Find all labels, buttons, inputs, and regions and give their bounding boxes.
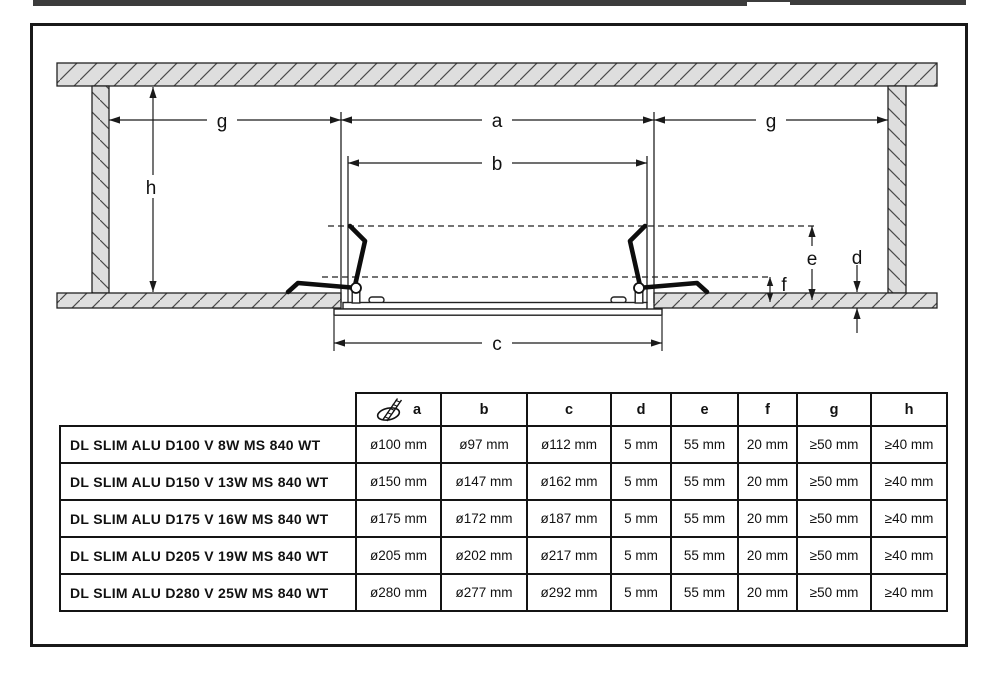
spring-clip-left <box>288 226 365 303</box>
product-name: DL SLIM ALU D175 V 16W MS 840 WT <box>60 500 356 537</box>
dimension-value: ≥40 mm <box>871 500 947 537</box>
product-name: DL SLIM ALU D150 V 13W MS 840 WT <box>60 463 356 500</box>
spring-clip-right <box>630 226 707 303</box>
dim-label-d: d <box>851 248 863 269</box>
dimension-value: ø175 mm <box>356 500 441 537</box>
dimension-value: 20 mm <box>738 426 797 463</box>
dimension-value: 5 mm <box>611 426 671 463</box>
dimension-value: ≥40 mm <box>871 574 947 611</box>
table-row <box>60 500 947 537</box>
dimension-value: 5 mm <box>611 574 671 611</box>
dimension-value: ≥50 mm <box>797 463 871 500</box>
dimension-value: ø147 mm <box>441 463 527 500</box>
dimension-value: 20 mm <box>738 463 797 500</box>
table-body <box>60 426 947 611</box>
dim-label-g-right: g <box>765 111 777 133</box>
product-name: DL SLIM ALU D100 V 8W MS 840 WT <box>60 426 356 463</box>
table-header-row <box>60 393 947 426</box>
column-header-b: b <box>441 393 527 426</box>
column-header-h: h <box>871 393 947 426</box>
dim-label-f: f <box>781 275 787 296</box>
dimension-value: 55 mm <box>671 574 738 611</box>
table-row <box>60 463 947 500</box>
dim-label-b: b <box>491 154 503 175</box>
table-row <box>60 574 947 611</box>
dim-label-e: e <box>806 249 818 270</box>
dimension-value: ≥50 mm <box>797 500 871 537</box>
dimension-value: 5 mm <box>611 500 671 537</box>
column-header-c: c <box>527 393 611 426</box>
dimension-value: ≥50 mm <box>797 574 871 611</box>
header-spacer <box>60 393 356 426</box>
dimension-value: ≥50 mm <box>797 426 871 463</box>
dimension-value: 5 mm <box>611 537 671 574</box>
dimension-value: 20 mm <box>738 537 797 574</box>
table-row <box>60 426 947 463</box>
dim-label-a: a <box>491 111 503 132</box>
dimension-value: 55 mm <box>671 537 738 574</box>
dim-label-h: h <box>145 178 157 199</box>
dimension-value: 55 mm <box>671 463 738 500</box>
dimension-value: ø292 mm <box>527 574 611 611</box>
dimension-value: ø280 mm <box>356 574 441 611</box>
product-name: DL SLIM ALU D205 V 19W MS 840 WT <box>60 537 356 574</box>
label-backgrounds <box>139 108 823 354</box>
wall-left <box>92 86 109 293</box>
luminaire-housing <box>341 112 654 303</box>
dimension-value: ø150 mm <box>356 463 441 500</box>
dimension-value: 55 mm <box>671 500 738 537</box>
dimension-value: ø112 mm <box>527 426 611 463</box>
dimension-value: 20 mm <box>738 574 797 611</box>
wall-right <box>888 86 906 293</box>
dimension-value: ø172 mm <box>441 500 527 537</box>
column-header-a <box>356 393 441 426</box>
dimension-value: ø162 mm <box>527 463 611 500</box>
column-header-d: d <box>611 393 671 426</box>
dimension-value: ≥40 mm <box>871 463 947 500</box>
dimension-value: 5 mm <box>611 463 671 500</box>
dimension-value: ø100 mm <box>356 426 441 463</box>
ceiling-slab <box>57 63 937 86</box>
dimension-value: ≥50 mm <box>797 537 871 574</box>
dimension-value: 20 mm <box>738 500 797 537</box>
dimension-value: ø202 mm <box>441 537 527 574</box>
ceiling-board-left <box>57 293 341 308</box>
dim-label-g-left: g <box>216 111 228 133</box>
dimension-value: ≥40 mm <box>871 426 947 463</box>
dimension-value: ø187 mm <box>527 500 611 537</box>
dimensions-table <box>59 392 948 612</box>
dimension-value: ≥40 mm <box>871 537 947 574</box>
dimension-value: ø97 mm <box>441 426 527 463</box>
dim-label-c: c <box>492 334 502 355</box>
product-name: DL SLIM ALU D280 V 25W MS 840 WT <box>60 574 356 611</box>
column-header-label: a <box>412 401 422 418</box>
table-row <box>60 537 947 574</box>
dimension-value: ø217 mm <box>527 537 611 574</box>
dimension-value: ø205 mm <box>356 537 441 574</box>
hole-saw-icon <box>376 396 408 423</box>
luminaire-body <box>334 297 662 315</box>
ceiling-board-right <box>654 293 937 308</box>
dimension-value: 55 mm <box>671 426 738 463</box>
column-header-g: g <box>797 393 871 426</box>
dimension-value: ø277 mm <box>441 574 527 611</box>
column-header-f: f <box>738 393 797 426</box>
column-header-e: e <box>671 393 738 426</box>
